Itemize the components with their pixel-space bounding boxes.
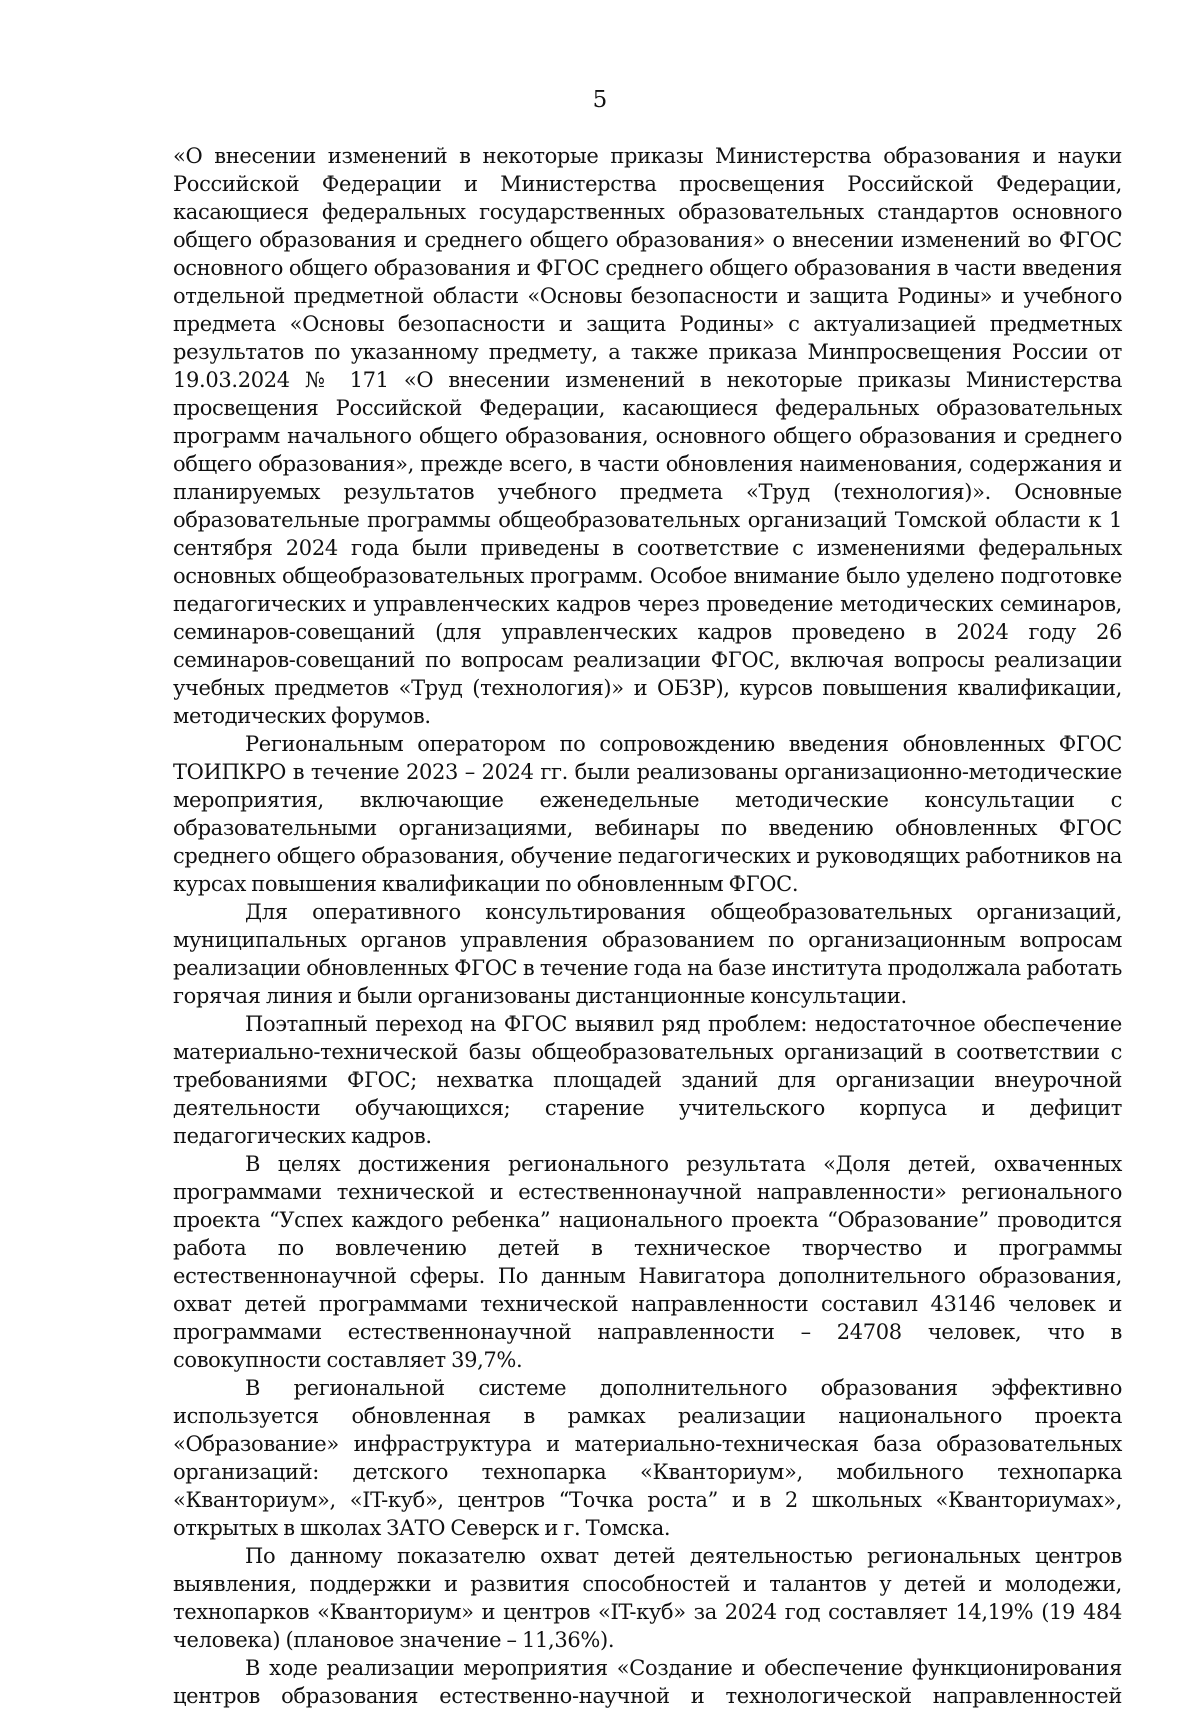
paragraph: «О внесении изменений в некоторые приказы Министерства образования и науки Российской Федерации и Министерства просвещения Российской Федерации, касающиеся федеральных государственных образовательных стандартов основного общего образования и среднего общего образования» о внесении изменений во ФГОС основного общего образования и ФГОС среднего общего образования в части введения отдельной предметной области «Основы безопасности и защита Родины» и учебного предмета «Основы безопасности и защита Родины» с актуализацией предметных результатов по указанному предмету, а также приказа Минпросвещения России от 19.03.2024 № 171 «О внесении изменений в некоторые приказы Министерства просвещения Российской Федерации, касающиеся федеральных образовательных программ начального общего образования, основного общего образования и среднего общего образования», прежде всего, в части обновления наименования, содержания и планируемых результатов учебного предмета «Труд (технология)». Основные образовательные программы общеобразовательных организаций Томской области к 1 сентября 2024 года были приведены в соответствие с изменениями федеральных основных общеобразовательных программ. Особое внимание было уделено подготовке педагогических и управленческих кадров через проведение методических семинаров, семинаров-совещаний (для управленческих кадров проведено в 2024 году 26 семинаров-совещаний по вопросам реализации ФГОС, включая вопросы реализации учебных предметов «Труд (технология)» и ОБЗР), курсов повышения квалификации, методических форумов. xyxy=(173,144,1122,728)
page-number: 5 xyxy=(592,87,608,113)
paragraph: В целях достижения регионального результата «Доля детей, охваченных программами технической и естественнонаучной направленности» регионального проекта “Успех каждого ребенка” национального проекта “Образование” проводится работа по вовлечению детей в техническое творчество и программы естественнонаучной сферы. По данным Навигатора дополнительного образования, охват детей программами технической направленности составил 43146 человек и программами естественнонаучной направленности – 24708 человек, что в совокупности составляет 39,7%. xyxy=(173,1152,1122,1372)
paragraph: Поэтапный переход на ФГОС выявил ряд проблем: недостаточное обеспечение материально-технической базы общеобразовательных организаций в соответствии с требованиями ФГОС; нехватка площадей зданий для организации внеурочной деятельности обучающихся; старение учительского корпуса и дефицит педагогических кадров. xyxy=(173,1012,1122,1148)
paragraph: В региональной системе дополнительного образования эффективно используется обновленная в рамках реализации национального проекта «Образование» инфраструктура и материально-техническая база образовательных организаций: детского технопарка «Кванториум», мобильного технопарка «Кванториум», «IT-куб», центров “Точка роста” и в 2 школьных «Кванториумах», открытых в школах ЗАТО Северск и г. Томска. xyxy=(173,1376,1122,1540)
paragraph: По данному показателю охват детей деятельностью региональных центров выявления, поддержки и развития способностей и талантов у детей и молодежи, технопарков «Кванториум» и центров «IT-куб» за 2024 год составляет 14,19% (19 484 человека) (плановое значение – 11,36%). xyxy=(173,1544,1122,1652)
paragraph: В ходе реализации мероприятия «Создание и обеспечение функционирования центров образования естественно-научной и технологической направленностей xyxy=(173,1656,1122,1708)
document-body xyxy=(173,142,1122,1710)
paragraph: Для оперативного консультирования общеобразовательных организаций, муниципальных органов управления образованием по организационным вопросам реализации обновленных ФГОС в течение года на базе института продолжала работать горячая линия и были организованы дистанционные консультации. xyxy=(173,900,1122,1008)
paragraph: Региональным оператором по сопровождению введения обновленных ФГОС ТОИПКРО в течение 2023 – 2024 гг. были реализованы организационно-методические мероприятия, включающие еженедельные методические консультации с образовательными организациями, вебинары по введению обновленных ФГОС среднего общего образования, обучение педагогических и руководящих работников на курсах повышения квалификации по обновленным ФГОС. xyxy=(173,732,1122,896)
